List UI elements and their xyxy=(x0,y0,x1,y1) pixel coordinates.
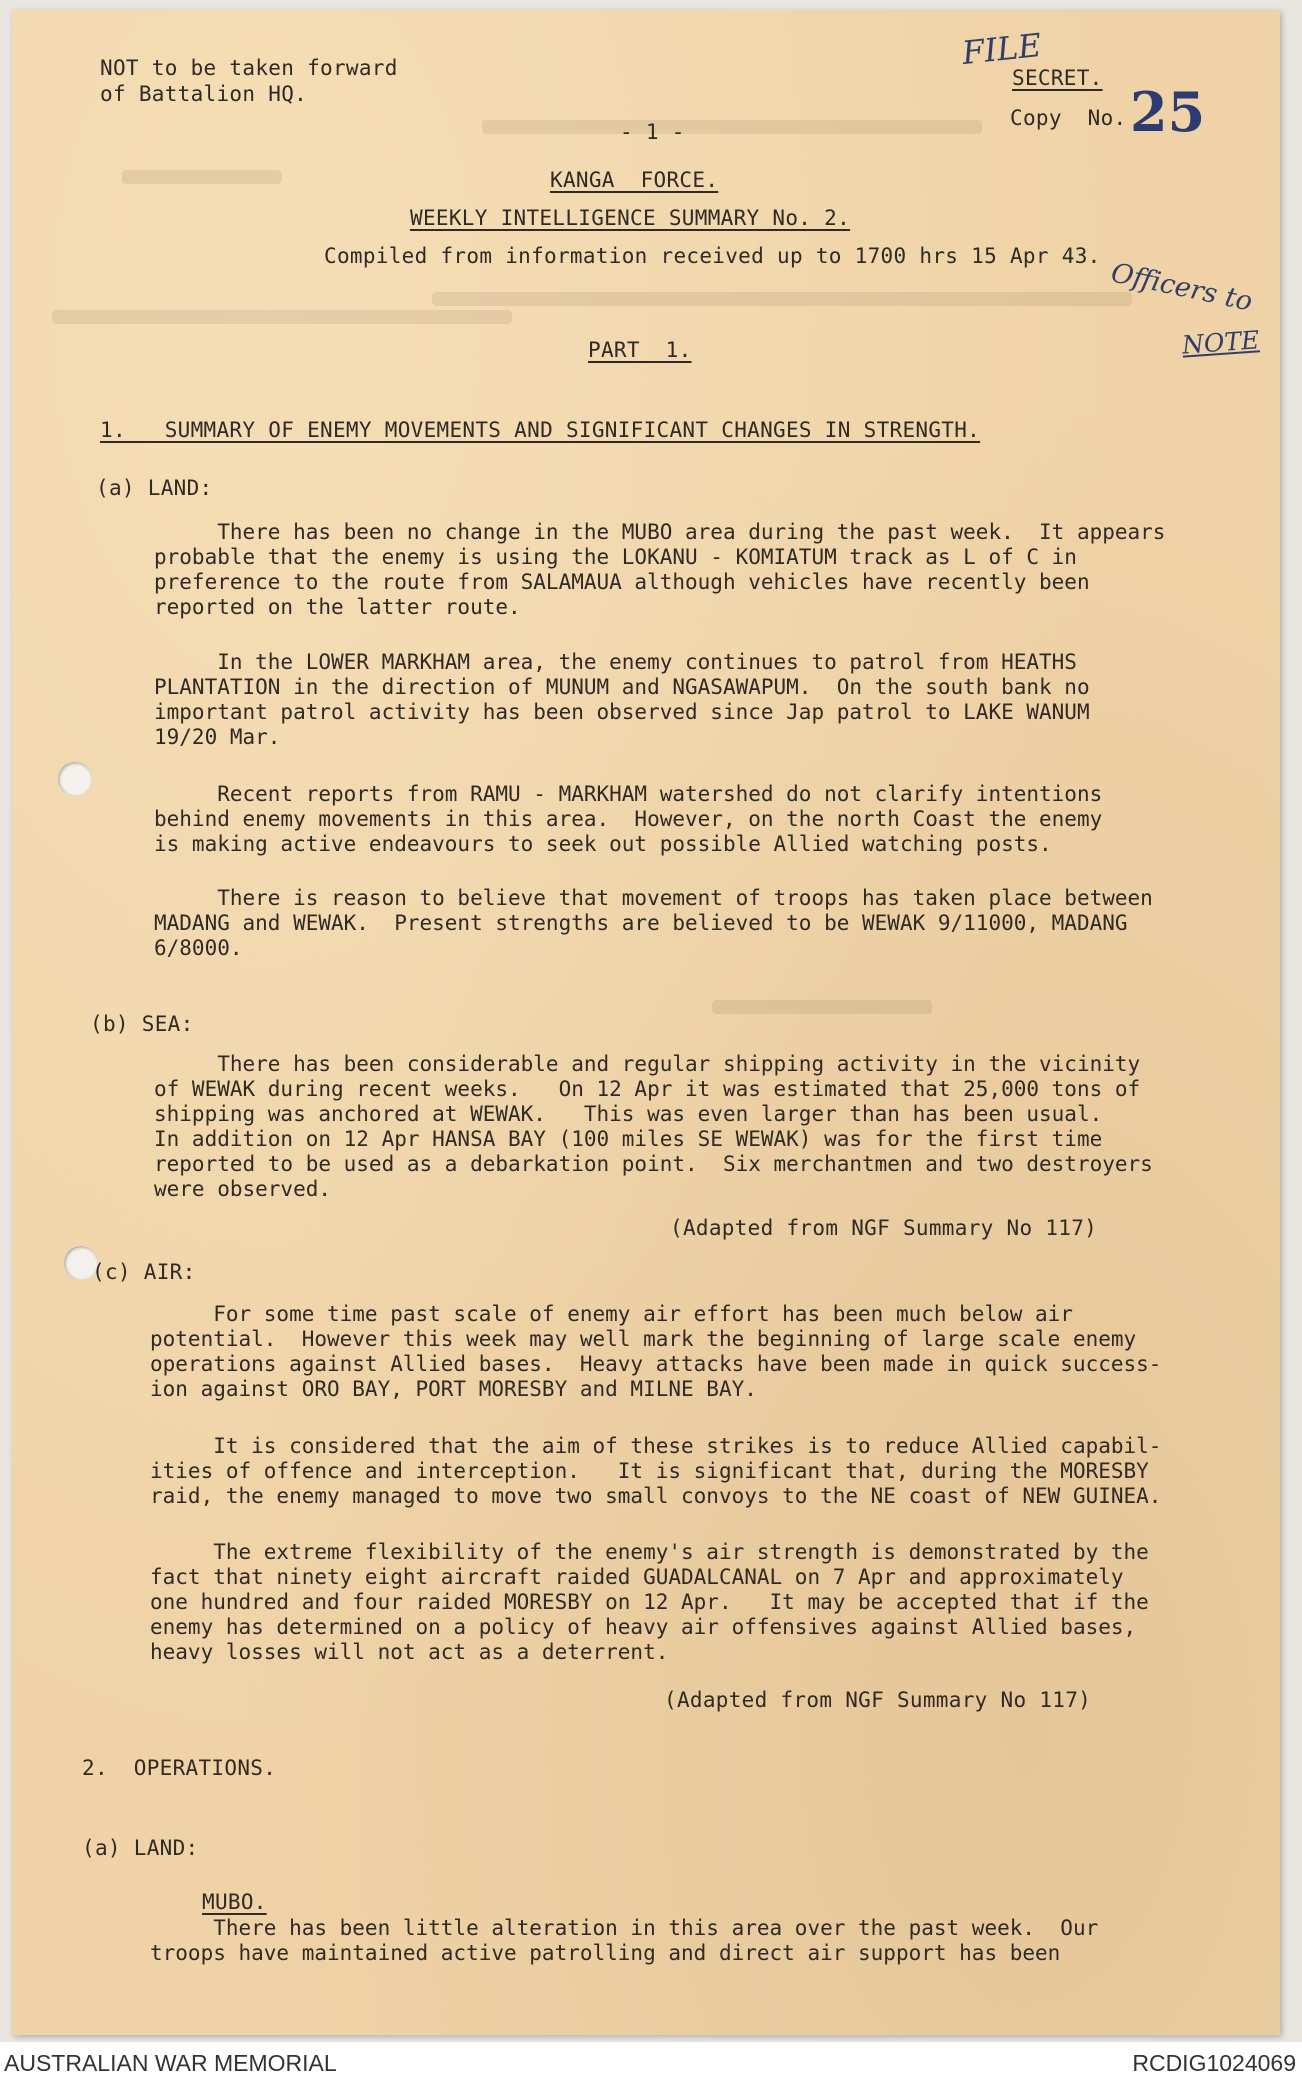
ghost-text-mark xyxy=(482,120,982,134)
land-paragraph-4 xyxy=(154,886,1244,961)
text-line: heavy losses will not act as a deterrent. xyxy=(150,1640,669,1664)
sea-label: (b) SEA: xyxy=(90,1012,194,1036)
text-line: raid, the enemy managed to move two small convoys to the NE coast of NEW GUINEA. xyxy=(150,1484,1162,1508)
text-line: behind enemy movements in this area. However, on the north Coast the enemy xyxy=(154,807,1103,831)
summary-title: WEEKLY INTELLIGENCE SUMMARY No. 2. xyxy=(410,206,851,230)
air-paragraph-1 xyxy=(150,1302,1240,1402)
text-line: one hundred and four raided MORESBY on 12 Apr. It may be accepted that if the xyxy=(150,1590,1149,1614)
ghost-text-mark xyxy=(432,292,1132,306)
ghost-text-mark xyxy=(52,310,512,324)
text-line: In the LOWER MARKHAM area, the enemy continues to patrol from HEATHS xyxy=(154,650,1077,674)
text-line: It is considered that the aim of these strikes is to reduce Allied capabil- xyxy=(150,1434,1162,1458)
classification-label: SECRET. xyxy=(1012,66,1103,90)
ghost-text-mark xyxy=(712,1000,932,1014)
text-line: ion against ORO BAY, PORT MORESBY and MILNE BAY. xyxy=(150,1377,757,1401)
text-line: shipping was anchored at WEWAK. This was even larger than has been usual. xyxy=(154,1102,1103,1126)
text-line: of WEWAK during recent weeks. On 12 Apr it was estimated that 25,000 tons of xyxy=(154,1077,1141,1101)
section2-heading: 2. OPERATIONS. xyxy=(82,1756,277,1780)
land-paragraph-3 xyxy=(154,782,1244,857)
text-line: potential. However this week may well mark the beginning of large scale enemy xyxy=(150,1327,1137,1351)
file-annotation: FILE xyxy=(960,25,1044,73)
text-line: There has been little alteration in this area over the past week. Our xyxy=(150,1916,1099,1940)
archive-id: RCDIG1024069 xyxy=(1132,2050,1296,2076)
operations-land-label: (a) LAND: xyxy=(82,1836,199,1860)
air-paragraph-2 xyxy=(150,1434,1240,1509)
text-line: MADANG and WEWAK. Present strengths are believed to be WEWAK 9/11000, MADANG xyxy=(154,911,1128,935)
text-line: There is reason to believe that movement of troops has taken place between xyxy=(154,886,1153,910)
mubo-subheading: MUBO. xyxy=(202,1890,267,1914)
land-paragraph-2 xyxy=(154,650,1244,750)
compiled-line: Compiled from information received up to 1700 hrs 15 Apr 43. xyxy=(324,244,1101,268)
text-line: enemy has determined on a policy of heavy air offensives against Allied bases, xyxy=(150,1615,1137,1639)
section1-heading: 1. SUMMARY OF ENEMY MOVEMENTS AND SIGNIFICANT CHANGES IN STRENGTH. xyxy=(100,418,981,442)
land-label: (a) LAND: xyxy=(96,476,213,500)
copy-number: 25 xyxy=(1130,80,1206,144)
document-page xyxy=(12,10,1280,2035)
archive-footer xyxy=(0,2042,1302,2082)
part-heading: PART 1. xyxy=(588,338,692,362)
sea-source-note: (Adapted from NGF Summary No 117) xyxy=(670,1216,1098,1240)
punch-hole xyxy=(58,762,92,796)
mubo-paragraph xyxy=(150,1916,1240,1966)
text-line: preference to the route from SALAMAUA although vehicles have recently been xyxy=(154,570,1090,594)
sea-paragraph-1 xyxy=(154,1052,1244,1202)
text-line: There has been considerable and regular shipping activity in the vicinity xyxy=(154,1052,1141,1076)
distribution-note-line2: of Battalion HQ. xyxy=(100,82,308,106)
text-line: reported to be used as a debarkation point. Six merchantmen and two destroyers xyxy=(154,1152,1153,1176)
text-line: For some time past scale of enemy air effort has been much below air xyxy=(150,1302,1073,1326)
air-source-note: (Adapted from NGF Summary No 117) xyxy=(664,1688,1092,1712)
text-line: were observed. xyxy=(154,1177,332,1201)
text-line: ities of offence and interception. It is significant that, during the MORESBY xyxy=(150,1459,1149,1483)
text-line: probable that the enemy is using the LOKANU - KOMIATUM track as L of C in xyxy=(154,545,1077,569)
text-line: PLANTATION in the direction of MUNUM and NGASAWAPUM. On the south bank no xyxy=(154,675,1090,699)
text-line: In addition on 12 Apr HANSA BAY (100 miles SE WEWAK) was for the first time xyxy=(154,1127,1103,1151)
copy-label: Copy No. xyxy=(1010,106,1127,130)
margin-note-line2: NOTE xyxy=(1181,325,1261,360)
text-line: important patrol activity has been observed since Jap patrol to LAKE WANUM xyxy=(154,700,1090,724)
land-paragraph-1 xyxy=(154,520,1244,620)
text-line: The extreme flexibility of the enemy's air strength is demonstrated by the xyxy=(150,1540,1149,1564)
text-line: operations against Allied bases. Heavy attacks have been made in quick success- xyxy=(150,1352,1162,1376)
distribution-note-line1: NOT to be taken forward xyxy=(100,56,398,80)
text-line: There has been no change in the MUBO area during the past week. It appears xyxy=(154,520,1166,544)
archive-name: AUSTRALIAN WAR MEMORIAL xyxy=(4,2050,337,2076)
margin-note-line1: Officers to xyxy=(1108,257,1256,318)
text-line: reported on the latter route. xyxy=(154,595,521,619)
air-paragraph-3 xyxy=(150,1540,1240,1665)
text-line: Recent reports from RAMU - MARKHAM watershed do not clarify intentions xyxy=(154,782,1103,806)
air-label: (c) AIR: xyxy=(92,1260,196,1284)
page-marker: - 1 - xyxy=(620,120,685,144)
text-line: is making active endeavours to seek out possible Allied watching posts. xyxy=(154,832,1052,856)
ghost-text-mark xyxy=(122,170,282,184)
text-line: fact that ninety eight aircraft raided GUADALCANAL on 7 Apr and approximately xyxy=(150,1565,1124,1589)
force-name: KANGA FORCE. xyxy=(550,168,719,192)
text-line: 6/8000. xyxy=(154,936,243,960)
text-line: troops have maintained active patrolling and direct air support has been xyxy=(150,1941,1061,1965)
text-line: 19/20 Mar. xyxy=(154,725,281,749)
